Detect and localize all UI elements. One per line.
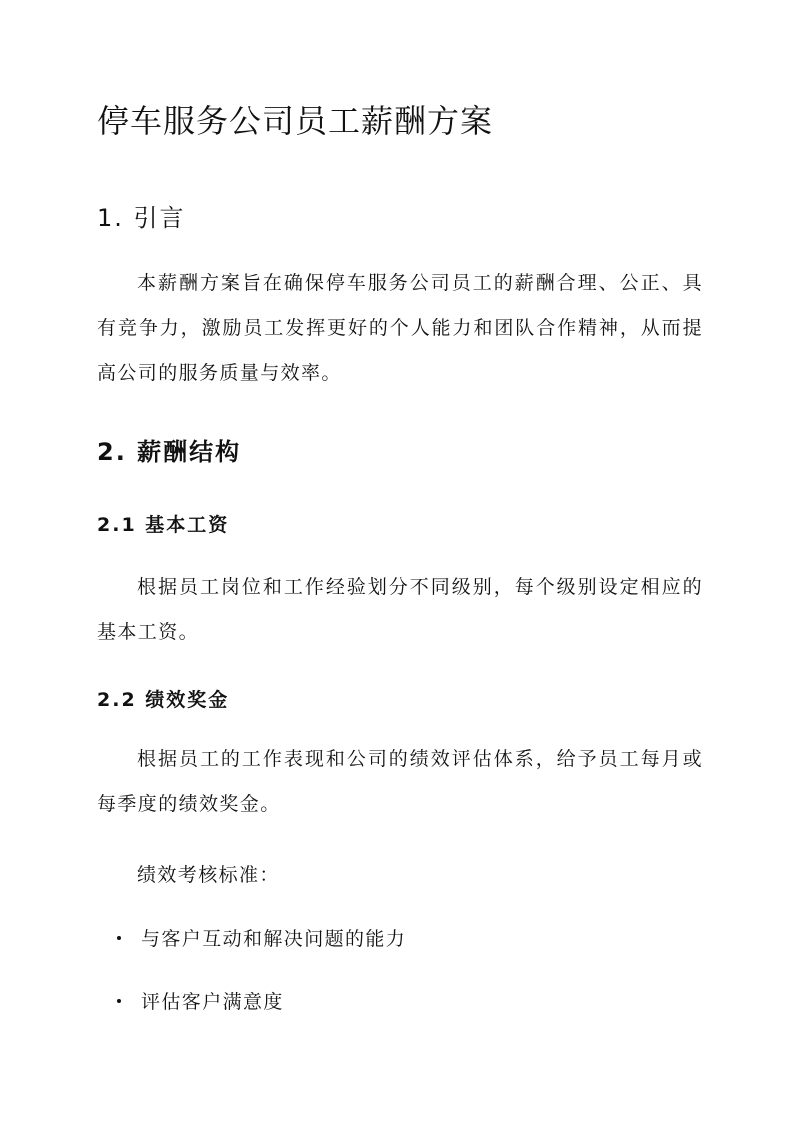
bullet-icon — [117, 999, 121, 1003]
section-heading-intro: 1. 引言 — [97, 204, 186, 232]
subsection-heading-bonus: 2.2 绩效奖金 — [97, 689, 230, 711]
list-item-text: 评估客户满意度 — [141, 991, 284, 1013]
document-title: 停车服务公司员工薪酬方案 — [97, 102, 494, 140]
intro-paragraph: 本薪酬方案旨在确保停车服务公司员工的薪酬合理、公正、具有竞争力，激励员工发挥更好的个人能力和团队合作精神，从而提高公司的服务质量与效率。 — [97, 272, 703, 384]
bullet-icon — [117, 936, 121, 940]
list-item — [117, 924, 406, 951]
list-item-text: 与客户互动和解决问题的能力 — [141, 928, 407, 950]
list-item — [117, 987, 284, 1014]
subsection-heading-base-salary: 2.1 基本工资 — [97, 514, 230, 536]
bonus-paragraph: 根据员工的工作表现和公司的绩效评估体系，给予员工每月或每季度的绩效奖金。 — [97, 748, 703, 815]
base-salary-paragraph: 根据员工岗位和工作经验划分不同级别，每个级别设定相应的基本工资。 — [97, 576, 703, 643]
section-heading-structure: 2. 薪酬结构 — [97, 438, 242, 466]
criteria-label: 绩效考核标准： — [137, 864, 280, 886]
